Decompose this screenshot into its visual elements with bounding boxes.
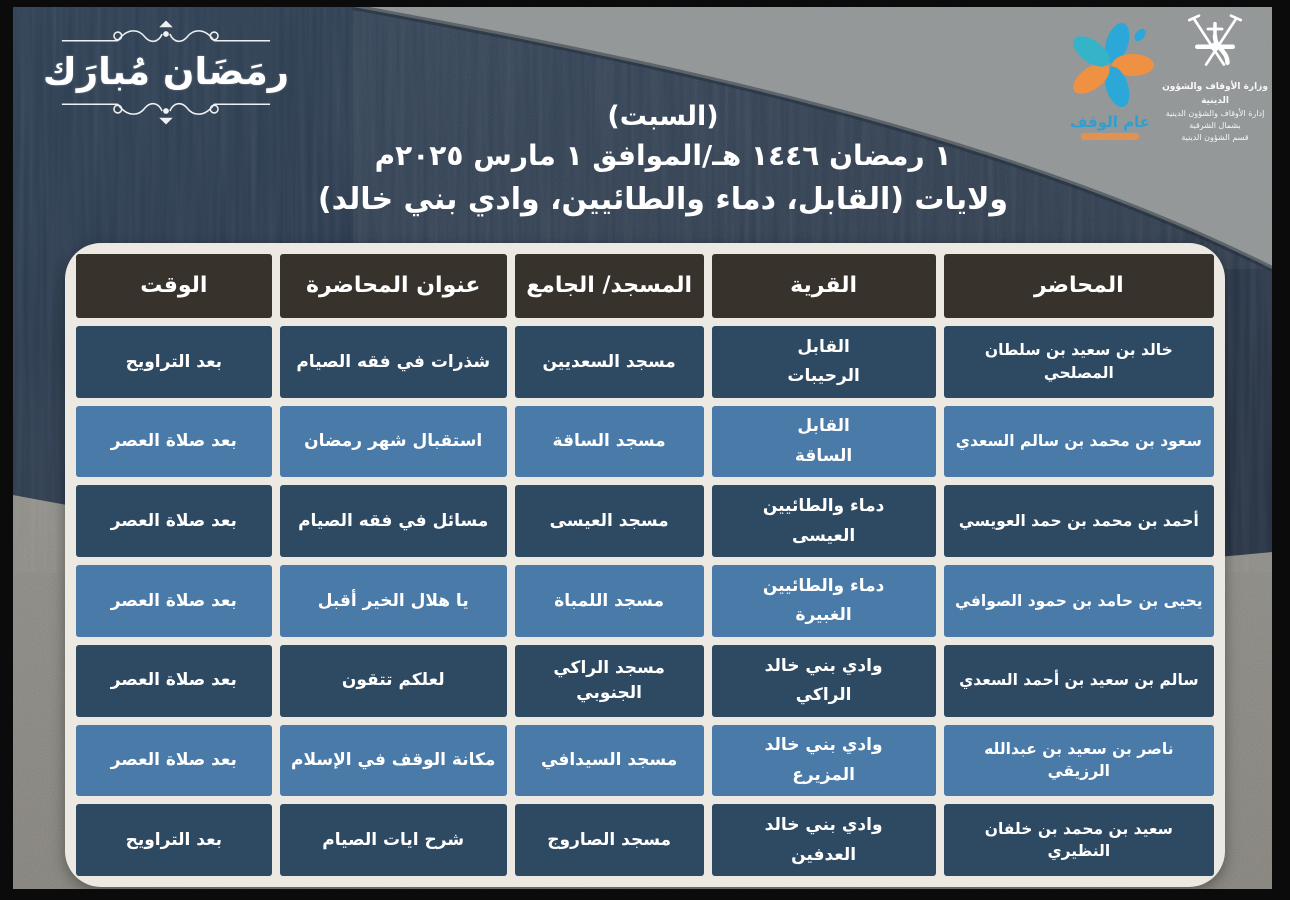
village-cell (712, 485, 936, 557)
mosque-cell: مسجد السيدافي (515, 725, 704, 797)
village-cell (712, 804, 936, 876)
campaign-logo (1051, 21, 1169, 140)
village-line2: الراكي (795, 685, 852, 706)
time-cell: بعد صلاة العصر (76, 565, 272, 637)
lecture-title-cell: شرح ايات الصيام (280, 804, 507, 876)
time-cell: بعد صلاة العصر (76, 406, 272, 478)
ministry-text-line3: قسم الشؤون الدينية (1181, 133, 1249, 142)
column-header-time: الوقت (76, 254, 272, 318)
lecturer-cell: سالم بن سعيد بن أحمد السعدي (944, 645, 1214, 717)
ornament-bottom-icon (60, 96, 272, 126)
column-header-mosque: المسجد/ الجامع (515, 254, 704, 318)
column-header-village: القرية (712, 254, 936, 318)
lecturer-cell: سعيد بن محمد بن خلفان النظيري (944, 804, 1214, 876)
lecture-title-cell: استقبال شهر رمضان (280, 406, 507, 478)
village-line1: دماء والطائيين (762, 575, 885, 596)
lecture-title-cell: يا هلال الخير أقبل (280, 565, 507, 637)
time-cell: بعد التراويح (76, 326, 272, 398)
time-cell: بعد صلاة العصر (76, 485, 272, 557)
day-title: (السبت) (607, 101, 719, 132)
mosque-cell: مسجد الصاروج (515, 804, 704, 876)
date-line: ١ رمضان ١٤٤٦ هـ/الموافق ١ مارس ٢٠٢٥م (374, 139, 952, 173)
lecture-title-cell: مكانة الوقف في الإسلام (280, 725, 507, 797)
ornament-top-icon (60, 19, 272, 49)
village-cell (712, 725, 936, 797)
lecturer-cell: أحمد بن محمد بن حمد العويسي (944, 485, 1214, 557)
village-line1: وادي بني خالد (764, 655, 883, 676)
campaign-logo-icon (1064, 21, 1156, 107)
lecturer-cell: ناصر بن سعيد بن عبدالله الرزيقي (944, 725, 1214, 797)
schedule-sheet (65, 243, 1225, 887)
village-line1: دماء والطائيين (762, 496, 885, 517)
column-header-title: عنوان المحاضرة (280, 254, 507, 318)
ministry-text-line1: وزارة الأوقاف والشؤون الدينية (1162, 82, 1268, 106)
village-cell (712, 406, 936, 478)
village-cell (712, 326, 936, 398)
ministry-emblem (1159, 13, 1271, 143)
header-titles (313, 99, 1013, 222)
village-line1: القابل (797, 416, 850, 437)
village-line2: المزيرع (792, 764, 855, 785)
mosque-cell: مسجد الساقة (515, 406, 704, 478)
lecturer-cell: يحيى بن حامد بن حمود الصوافي (944, 565, 1214, 637)
ministry-text-line2: إدارة الأوقاف والشؤون الدينية بشمال الشرقية (1165, 109, 1265, 130)
village-line1: القابل (797, 336, 850, 357)
mosque-cell: مسجد العيسى (515, 485, 704, 557)
lecturer-cell: خالد بن سعيد بن سلطان المصلحي (944, 326, 1214, 398)
ramadan-calligraphy: رمَضَان مُبارَك (42, 50, 290, 93)
time-cell: بعد صلاة العصر (76, 725, 272, 797)
column-header-lecturer: المحاضر (944, 254, 1214, 318)
lecturer-cell: سعود بن محمد بن سالم السعدي (944, 406, 1214, 478)
mosque-cell: مسجد اللمباة (515, 565, 704, 637)
village-line2: العدفين (791, 844, 857, 865)
lecture-title-cell: لعلكم تتقون (280, 645, 507, 717)
village-line2: العيسى (791, 525, 856, 546)
village-line2: الرحيبات (787, 366, 860, 387)
wilayats-line: ولايات (القابل، دماء والطائيين، وادي بني خالد) (317, 182, 1009, 218)
time-cell: بعد التراويح (76, 804, 272, 876)
campaign-logo-subtext (1081, 133, 1139, 140)
oman-emblem-icon (1179, 13, 1251, 77)
village-line1: وادي بني خالد (764, 735, 883, 756)
lecture-title-cell: شذرات في فقه الصيام (280, 326, 507, 398)
campaign-logo-label: عام الوقف (1070, 113, 1150, 131)
village-cell (712, 565, 936, 637)
poster-inner (13, 7, 1272, 889)
village-cell (712, 645, 936, 717)
mosque-cell: مسجد السعديين (515, 326, 704, 398)
village-line2: الساقة (794, 446, 853, 467)
mosque-cell: مسجد الراكي الجنوبي (515, 645, 704, 717)
time-cell: بعد صلاة العصر (76, 645, 272, 717)
village-line1: وادي بني خالد (764, 815, 883, 835)
schedule-table (76, 254, 1214, 876)
village-line2: الغبيرة (795, 605, 852, 626)
ramadan-banner (41, 19, 291, 126)
lecture-title-cell: مسائل في فقه الصيام (280, 485, 507, 557)
